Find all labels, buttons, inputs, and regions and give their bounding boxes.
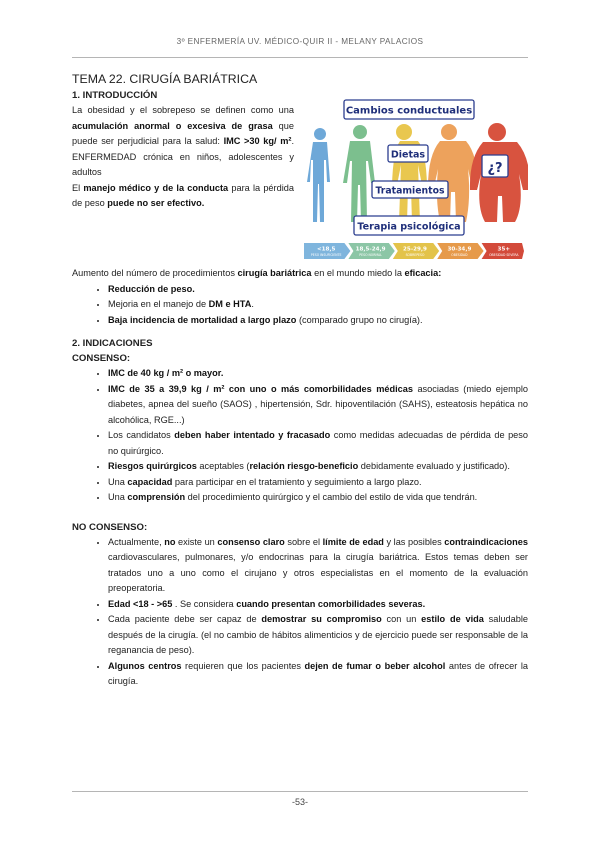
consensus-list xyxy=(72,366,528,506)
text-run: Aumento del número de procedimientos xyxy=(72,268,238,278)
person-obese-icon xyxy=(428,124,478,222)
text-run: . Se considera xyxy=(172,598,237,609)
text-run: cardiovasculares, pulmonares, y/o endocrinas para la cirugía bariátrica. Estos temas deben ser tratados uno a uno como el cirujano y otros especialistas en el momento de la evaluación preoperatoria. xyxy=(108,552,528,593)
list-item xyxy=(108,366,528,382)
bold-text-run: IMC >30 kg/ m² xyxy=(223,136,292,146)
text-run: y las posibles xyxy=(383,536,445,547)
text-run: existe un xyxy=(175,536,218,547)
svg-text:Dietas: Dietas xyxy=(390,149,426,161)
bold-text-run: Riesgos quirúrgicos xyxy=(108,461,197,471)
list-item xyxy=(108,297,528,313)
text-run: . ENFERMEDAD crónica en niños, adolescentes y adultos xyxy=(72,136,294,177)
text-run: saludable después de la cirugía. (el no cambio de hábitos alimenticios y de ejercicio puede ser responsable de la reganancia de peso). xyxy=(108,614,528,655)
svg-text:Terapia psicológica: Terapia psicológica xyxy=(357,221,461,233)
consensus-heading: CONSENSO: xyxy=(72,353,131,364)
bold-text-run: relación riesgo-beneficio xyxy=(249,461,359,471)
bmi-category-label: OBESIDAD xyxy=(451,253,468,257)
bold-text-run: Edad <18 - >65 xyxy=(108,598,173,609)
bold-text-run: demostrar su compromiso xyxy=(261,614,382,624)
svg-text:¿?: ¿? xyxy=(487,161,503,176)
text-run: (comparado grupo no cirugía). xyxy=(296,314,423,325)
bold-text-run: puede no ser efectivo. xyxy=(107,198,205,208)
bmi-range-label: <18,5 xyxy=(316,246,336,253)
no-consensus-section xyxy=(72,520,528,690)
bold-text-run: IMC de 40 kg / m² o mayor. xyxy=(108,368,224,378)
bold-text-run: límite de edad xyxy=(322,536,384,547)
label-question xyxy=(482,155,508,177)
text-run: El xyxy=(72,182,84,193)
text-run: para participar en el tratamiento y seguimiento a largo plazo. xyxy=(172,476,422,487)
page-title: TEMA 22. CIRUGÍA BARIÁTRICA xyxy=(72,72,258,86)
bold-text-run: cuando presentan comorbilidades severas. xyxy=(236,598,426,609)
person-overweight-icon xyxy=(390,124,427,222)
bold-text-run: Algunos centros xyxy=(108,660,182,671)
text-run: asociadas (miedo ejemplo diabetes, apnea del sueño (SAOS) , hipertensión, Sdr. hipoventilación (SAHS), esteatosis hepática no alcohólica, RGE...) xyxy=(108,383,528,425)
list-item xyxy=(108,382,528,429)
bold-text-run: dejen de fumar o beber alcohol xyxy=(304,660,446,671)
list-item xyxy=(108,313,528,329)
bmi-range-label: 18,5-24,9 xyxy=(355,246,386,253)
bold-text-run: IMC de 35 a 39,9 kg / m² con uno o más comorbilidades médicas xyxy=(108,383,413,394)
text-run: requieren que los pacientes xyxy=(181,660,305,671)
text-run: que puede ser perjudicial para la salud: xyxy=(72,120,294,146)
bold-text-run: manejo médico y de la conducta xyxy=(83,182,229,193)
svg-text:Cambios conductuales: Cambios conductuales xyxy=(345,105,473,117)
list-item xyxy=(108,612,528,659)
bmi-category-label: SOBREPESO xyxy=(405,253,425,257)
introduction-section xyxy=(72,88,528,266)
bold-text-run: no xyxy=(164,536,176,547)
bmi-range-label: 25-29,9 xyxy=(403,246,427,253)
increase-lead xyxy=(72,266,528,282)
list-item xyxy=(108,475,528,491)
list-item xyxy=(108,459,528,475)
text-run: Una xyxy=(108,492,128,502)
list-item xyxy=(108,428,528,459)
label-behavior-change xyxy=(344,100,474,119)
no-consensus-heading: NO CONSENSO: xyxy=(72,521,148,533)
bold-text-run: Reducción de peso. xyxy=(108,283,195,294)
bold-text-run: estilo de vida xyxy=(421,614,484,624)
list-item xyxy=(108,535,528,597)
bold-text-run: capacidad xyxy=(127,476,173,487)
person-normal-weight-icon xyxy=(343,125,375,222)
label-treatments xyxy=(372,181,448,198)
bmi-category-label: OBESIDAD SEVERA xyxy=(489,253,519,257)
svg-text:Tratamientos: Tratamientos xyxy=(375,185,445,197)
indications-section xyxy=(72,336,528,506)
page-content xyxy=(72,70,528,690)
bold-text-run: cirugía bariátrica xyxy=(237,268,312,278)
bmi-range-label: 35+ xyxy=(497,246,511,253)
no-consensus-list xyxy=(72,535,528,690)
bold-text-run: contraindicaciones xyxy=(444,536,528,547)
list-item xyxy=(108,597,528,613)
page-header: 3º ENFERMERÍA UV. MÉDICO-QUIR II - MELANY PALACIOS xyxy=(176,37,424,46)
footer-divider xyxy=(72,791,528,792)
text-run: como medidas adecuadas de pérdida de peso no quirúrgico. xyxy=(108,430,528,456)
bold-text-run: DM e HTA xyxy=(208,299,252,309)
obesity-treatment-figure xyxy=(302,94,528,262)
text-run: Los candidatos xyxy=(108,430,175,440)
efficacy-list xyxy=(72,282,528,329)
list-item xyxy=(108,659,528,690)
bmi-category-label: PESO NORMAL xyxy=(359,253,382,257)
bmi-category-label: PESO INSUFICIENTE xyxy=(310,253,342,257)
text-run: aceptables ( xyxy=(196,461,250,471)
intro-paragraph-2 xyxy=(72,181,294,212)
bmi-range-label: 30-34,9 xyxy=(447,246,472,253)
text-run: para la pérdida de peso xyxy=(72,182,294,208)
bold-text-run: comprensión xyxy=(127,492,186,502)
text-run: Mejoria en el manejo de xyxy=(108,299,209,309)
page-number: -53- xyxy=(291,797,308,807)
header-divider xyxy=(72,57,528,58)
text-run: Actualmente, xyxy=(108,536,165,547)
bmi-scale xyxy=(304,243,524,259)
bold-text-run: eficacia: xyxy=(404,268,442,278)
text-run: sobre el xyxy=(284,536,323,547)
text-run: La obesidad y el sobrepeso se definen como una xyxy=(72,105,294,115)
person-underweight-icon xyxy=(307,128,330,222)
text-run: Cada paciente debe ser capaz de xyxy=(108,614,262,624)
bold-text-run: consenso claro xyxy=(217,536,285,547)
indications-heading: 2. INDICACIONES xyxy=(72,338,153,349)
text-run: Una xyxy=(108,476,128,487)
bold-text-run: acumulación anormal o excesiva de grasa xyxy=(72,120,273,131)
text-run: en el mundo miedo la xyxy=(311,268,405,278)
text-run: . xyxy=(251,299,254,309)
text-run: con un xyxy=(381,614,422,624)
label-psychological-therapy xyxy=(354,216,464,235)
text-run: debidamente evaluado y justificado). xyxy=(358,461,510,471)
list-item xyxy=(108,282,528,298)
bold-text-run: deben haber intentado y fracasado xyxy=(174,430,331,440)
list-item xyxy=(108,490,528,506)
label-diets xyxy=(388,145,428,162)
intro-heading: 1. INTRODUCCIÓN xyxy=(72,90,158,101)
intro-paragraph-1 xyxy=(72,103,294,181)
bold-text-run: Baja incidencia de mortalidad a largo plazo xyxy=(108,314,297,325)
text-run: del procedimiento quirúrgico y el cambio del estilo de vida que tendrán. xyxy=(185,492,478,502)
text-run: antes de ofrecer la cirugía. xyxy=(108,660,528,686)
